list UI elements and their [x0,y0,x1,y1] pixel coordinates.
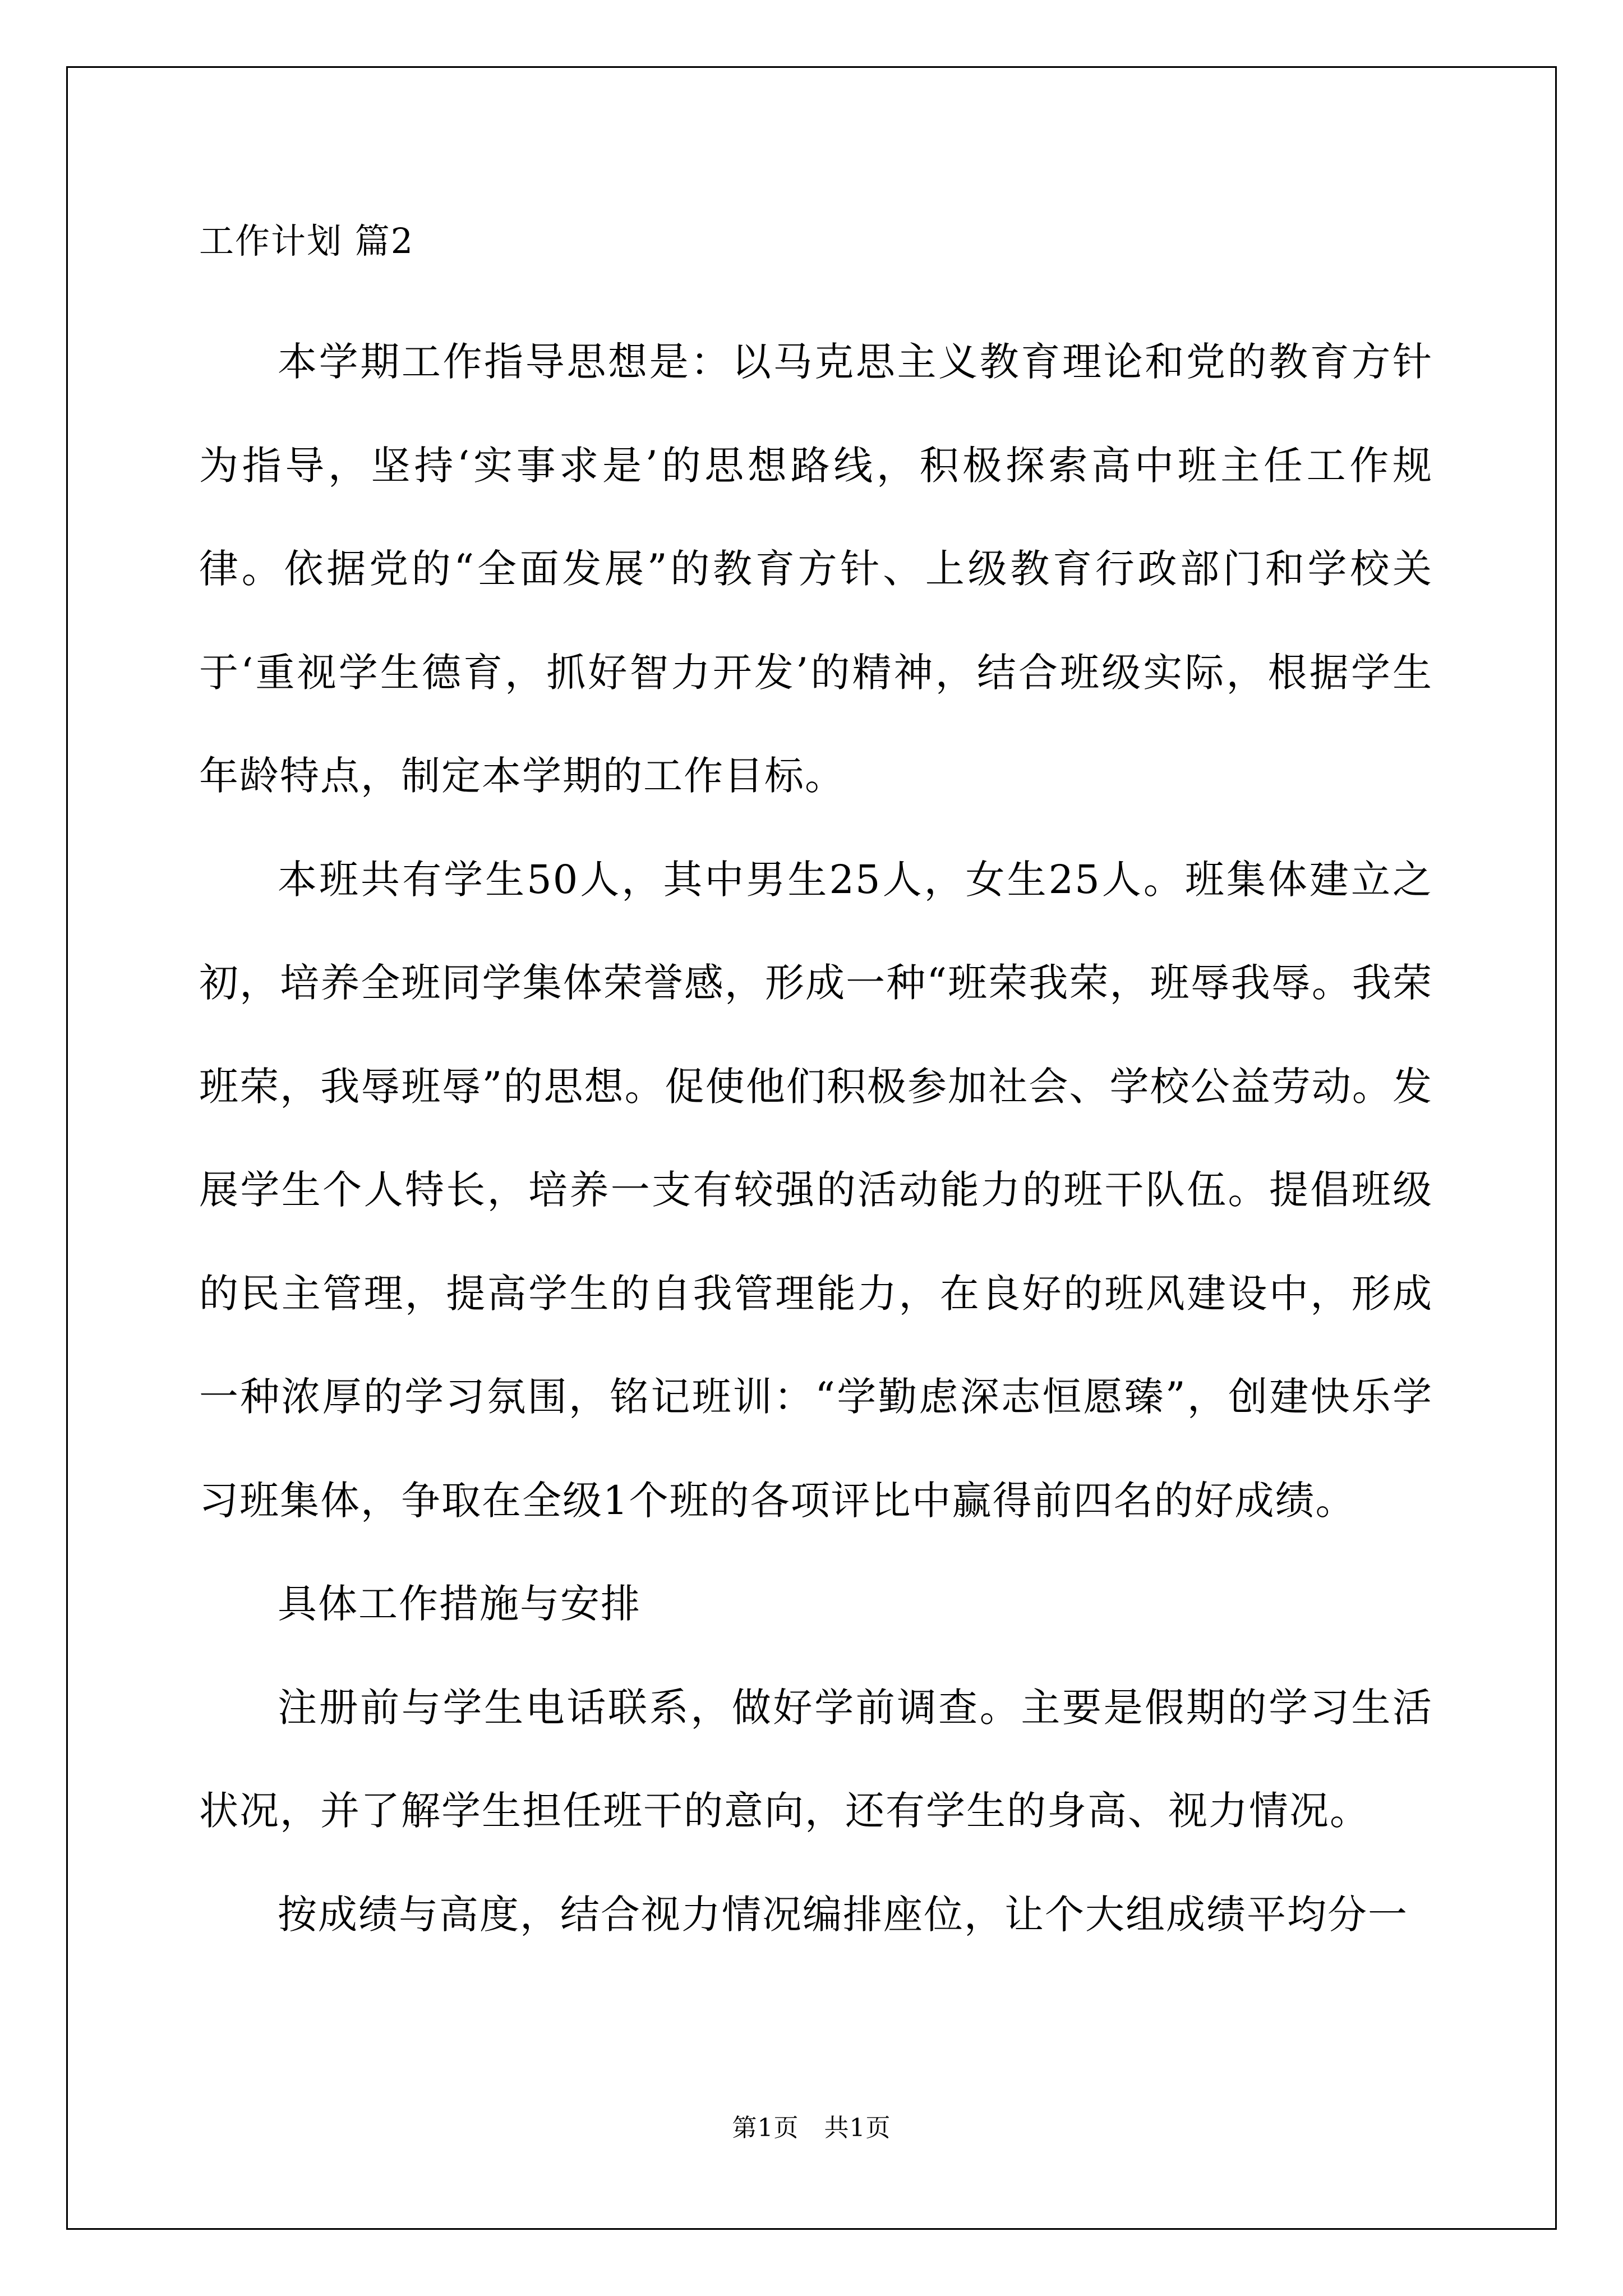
paragraph-guiding-thought: 本学期工作指导思想是：以马克思主义教育理论和党的教育方针为指导，坚持‘实事求是’的思想路线，积极探索高中班主任工作规律。依据党的“全面发展”的教育方针、上级教育行政部门和学校关于‘重视学生德育，抓好智力开发’的精神，结合班级实际，根据学生年龄特点，制定本学期的工作目标。 [199,339,1433,799]
paragraph-measures-heading: 具体工作措施与安排 [278,1581,641,1627]
document-heading: 工作计划 篇2 [199,220,414,261]
document-body [199,213,1433,1966]
paragraph-class-overview: 本班共有学生50人，其中男生25人，女生25人。班集体建立之初，培养全班同学集体荣誉感，形成一种“班荣我荣，班辱我辱。我荣班荣，我辱班辱”的思想。促使他们积极参加社会、学校公益劳动。发展学生个人特长，培养一支有较强的活动能力的班干队伍。提倡班级的民主管理，提高学生的自我管理能力，在良好的班风建设中，形成一种浓厚的学习氛围，铭记班训：“学勤虑深志恒愿臻”，创建快乐学习班集体，争取在全级1个班的各项评比中赢得前四名的好成绩。 [199,856,1433,1524]
page-footer: 第1页 共1页 [732,2114,891,2142]
paragraph-pre-registration: 注册前与学生电话联系，做好学前调查。主要是假期的学习生活状况，并了解学生担任班干的意向，还有学生的身高、视力情况。 [199,1684,1433,1834]
paragraph-seating: 按成绩与高度，结合视力情况编排座位，让个大组成绩平均分一 [278,1891,1408,1938]
